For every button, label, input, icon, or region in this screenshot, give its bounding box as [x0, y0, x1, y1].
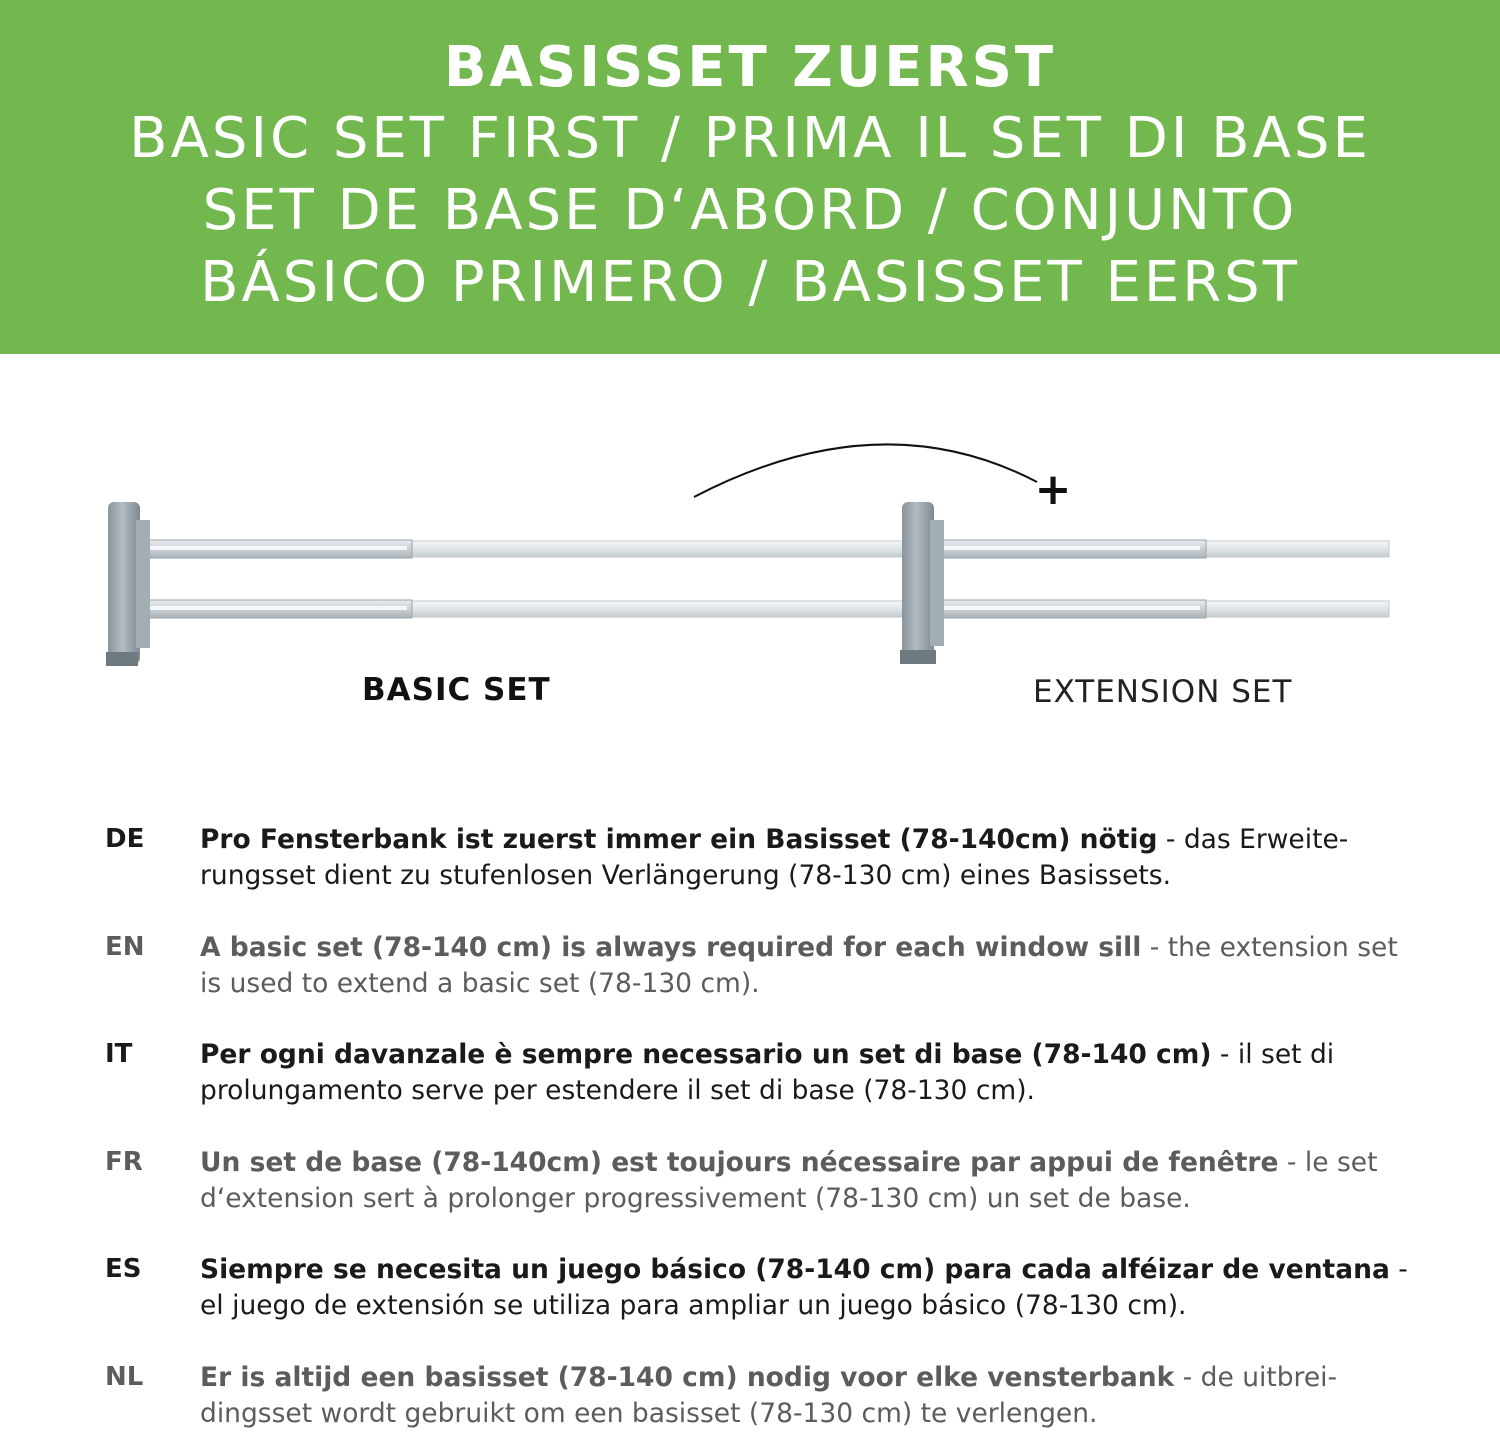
extension-set-post: [900, 502, 944, 664]
basic-set-label: BASIC SET: [362, 672, 551, 708]
info-rest: - the extension set is used to extend a basic set (78-130 cm).: [200, 932, 1398, 999]
info-text: [200, 1037, 1410, 1109]
header-title: BASISSET ZUERST: [443, 35, 1057, 100]
lang-code: FR: [105, 1147, 143, 1177]
arc-arrow: [694, 444, 1037, 497]
header-line-3: BÁSICO PRIMERO / BASISSET EERST: [200, 250, 1300, 315]
info-row-it: [0, 1037, 1500, 1117]
info-rest: - de uitbrei-dingsset wordt gebruikt om een basisset (78-130 cm) te verlengen.: [200, 1362, 1338, 1429]
info-bold: Siempre se necesita un juego básico (78-140 cm) para cada alféizar de ventana: [200, 1254, 1390, 1285]
info-rest: - il set di prolungamento serve per estendere il set di base (78-130 cm).: [200, 1039, 1335, 1106]
info-row-en: [0, 930, 1500, 1010]
info-row-fr: [0, 1145, 1500, 1225]
info-bold: Per ogni davanzale è sempre necessario un set di base (78-140 cm): [200, 1039, 1212, 1070]
info-rest: - le set d‘extension sert à prolonger progressivement (78-130 cm) un set de base.: [200, 1147, 1378, 1214]
info-row-es: [0, 1252, 1500, 1332]
basic-set-rails: [138, 540, 906, 618]
lang-code: NL: [105, 1362, 144, 1392]
extension-set-rails: [932, 540, 1389, 618]
header-line-2: SET DE BASE D‘ABORD / CONJUNTO: [202, 178, 1298, 243]
info-text: [200, 930, 1410, 1002]
info-bold: Er is altijd een basisset (78-140 cm) nodig voor elke vensterbank: [200, 1362, 1175, 1393]
info-bold: Pro Fensterbank ist zuerst immer ein Basisset (78-140cm) nötig: [200, 824, 1158, 855]
info-text: [200, 1145, 1410, 1217]
lang-code: DE: [105, 824, 145, 854]
lang-code: EN: [105, 932, 145, 962]
info-bold: A basic set (78-140 cm) is always required for each window sill: [200, 932, 1142, 963]
info-rest: - das Erweite-rungsset dient zu stufenlosen Verlängerung (78-130 cm) eines Basissets.: [200, 824, 1349, 891]
lang-code: ES: [105, 1254, 142, 1284]
extension-set-label: EXTENSION SET: [1033, 674, 1293, 710]
info-text: [200, 1360, 1410, 1432]
info-text: [200, 1252, 1410, 1324]
info-row-de: [0, 822, 1500, 902]
info-row-nl: [0, 1360, 1500, 1440]
basic-set-post: [106, 502, 150, 666]
lang-code: IT: [105, 1039, 133, 1069]
info-rest: - el juego de extensión se utiliza para ampliar un juego básico (78-130 cm).: [200, 1254, 1408, 1321]
header-line-1: BASIC SET FIRST / PRIMA IL SET DI BASE: [129, 106, 1371, 171]
plus-sign: +: [1034, 464, 1072, 515]
info-bold: Un set de base (78-140cm) est toujours nécessaire par appui de fenêtre: [200, 1147, 1279, 1178]
info-text: [200, 822, 1410, 894]
